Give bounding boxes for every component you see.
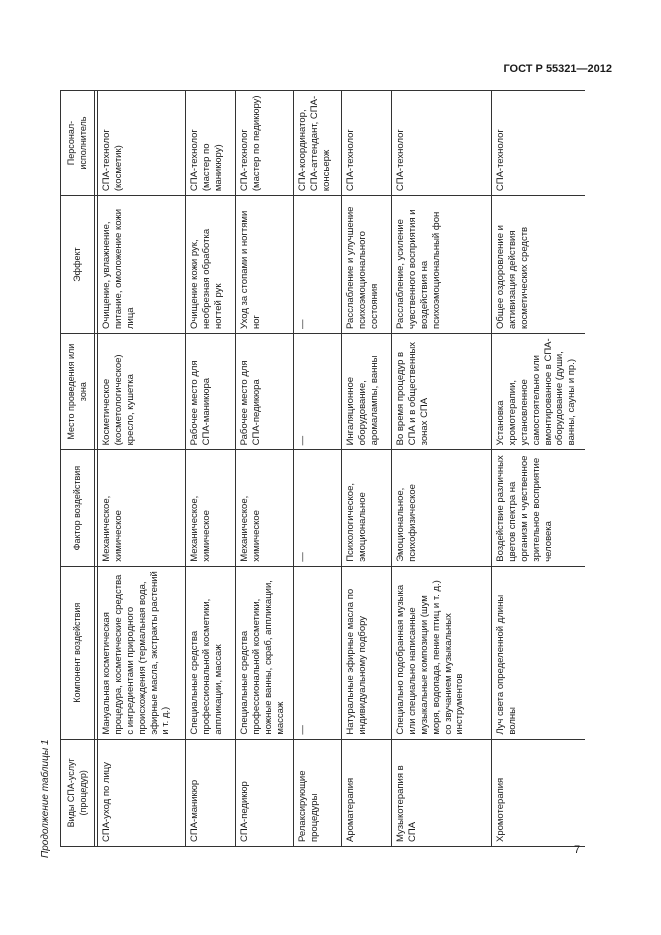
cell-effect: Расслабление, усиление чувственного восприятия и воздействия на психоэмоциональный фон xyxy=(392,196,492,334)
cell-component: Натуральные эфирные масла по индивидуальному подбору xyxy=(342,566,392,739)
header-service-type: Виды СПА-услуг (процедур) xyxy=(61,739,95,846)
cell-effect: Уход за стопами и ногтями ног xyxy=(236,196,294,334)
cell-component: — xyxy=(294,566,342,739)
cell-staff: СПА-координатор, СПА-аттендант, СПА-консьерж xyxy=(294,91,342,196)
cell-place: Рабочее место для СПА-педикюра xyxy=(236,333,294,449)
cell-component: Специально подобранная музыка или специально написанные музыкальные композиции (шум моря, водопада, пение птиц и т. д.) со звучанием музыкальных инструментов xyxy=(392,566,492,739)
cell-component: Мануальная косметическая процедура, косметические средства с ингредиентами природного происхождения (термальная вода, эфирные масла, экстракты растений и т. д.) xyxy=(98,566,186,739)
cell-service: Релаксирующие процедуры xyxy=(294,739,342,846)
cell-factor: — xyxy=(294,450,342,566)
cell-staff: СПА-технолог (косметик) xyxy=(98,91,186,196)
cell-component: Специальные средства профессиональной косметики, аппликации, массаж xyxy=(186,566,236,739)
cell-place: Ингаляционное оборудование, аромалампы, ванны xyxy=(342,333,392,449)
table-caption: Продолжение таблицы 1 xyxy=(40,739,51,858)
cell-service: Ароматерапия xyxy=(342,739,392,846)
document-code: ГОСТ Р 55321—2012 xyxy=(503,63,612,75)
cell-service: СПА-уход по лицу xyxy=(98,739,186,846)
cell-effect: Общее оздоровление и активизация действия косметических средств xyxy=(492,196,586,334)
cell-service: СПА-педикюр xyxy=(236,739,294,846)
cell-component: Специальные средства профессиональной косметики, ножные ванны, скраб, аппликации, массаж xyxy=(236,566,294,739)
cell-staff: СПА-технолог xyxy=(342,91,392,196)
services-table xyxy=(60,90,585,847)
cell-service: Хромотерапия xyxy=(492,739,586,846)
cell-effect: Расслабление и улучшение психоэмоционального состояния xyxy=(342,196,392,334)
services-table-container xyxy=(60,90,585,847)
cell-place: Рабочее место для СПА-маникюра xyxy=(186,333,236,449)
table-row xyxy=(492,91,586,847)
table-row xyxy=(98,91,186,847)
cell-effect: Очищение кожи рук, необрезная обработка ногтей рук xyxy=(186,196,236,334)
cell-factor: Психологическое, эмоциональное xyxy=(342,450,392,566)
cell-factor: Воздействие различных цветов спектра на организм и чувственное зрительное восприятие человека xyxy=(492,450,586,566)
table-row xyxy=(186,91,236,847)
cell-factor: Механическое, химическое xyxy=(98,450,186,566)
cell-effect: — xyxy=(294,196,342,334)
cell-service: СПА-маникюр xyxy=(186,739,236,846)
cell-effect: Очищение, увлажнение, питание, омоложение кожи лица xyxy=(98,196,186,334)
table-header-row xyxy=(61,91,95,847)
cell-place: Установка хромотерапии, установленное самостоятельно или вмонтированное в СПА-оборудование (души, ванны, сауны и пр.) xyxy=(492,333,586,449)
header-component: Компонент воздействия xyxy=(61,566,95,739)
header-place: Место проведения или зона xyxy=(61,333,95,449)
cell-service: Музыкотерапия в СПА xyxy=(392,739,492,846)
header-effect: Эффект xyxy=(61,196,95,334)
table-row xyxy=(392,91,492,847)
table-row xyxy=(294,91,342,847)
table-row xyxy=(236,91,294,847)
cell-staff: СПА-технолог (мастер по педикюру) xyxy=(236,91,294,196)
header-factor: Фактор воздействия xyxy=(61,450,95,566)
cell-factor: Эмоциональное, психофизическое xyxy=(392,450,492,566)
cell-component: Луч света определенной длины волны xyxy=(492,566,586,739)
cell-place: Косметическое (косметологическое) кресло, кушетка xyxy=(98,333,186,449)
header-staff: Персонал-исполнитель xyxy=(61,91,95,196)
cell-place: — xyxy=(294,333,342,449)
page-number: 7 xyxy=(574,844,581,856)
cell-staff: СПА-технолог xyxy=(492,91,586,196)
table-row xyxy=(342,91,392,847)
cell-factor: Механическое, химическое xyxy=(186,450,236,566)
cell-staff: СПА-технолог (мастер по маникюру) xyxy=(186,91,236,196)
cell-factor: Механическое, химическое xyxy=(236,450,294,566)
cell-place: Во время процедур в СПА и в общественных зонах СПА xyxy=(392,333,492,449)
cell-staff: СПА-технолог xyxy=(392,91,492,196)
